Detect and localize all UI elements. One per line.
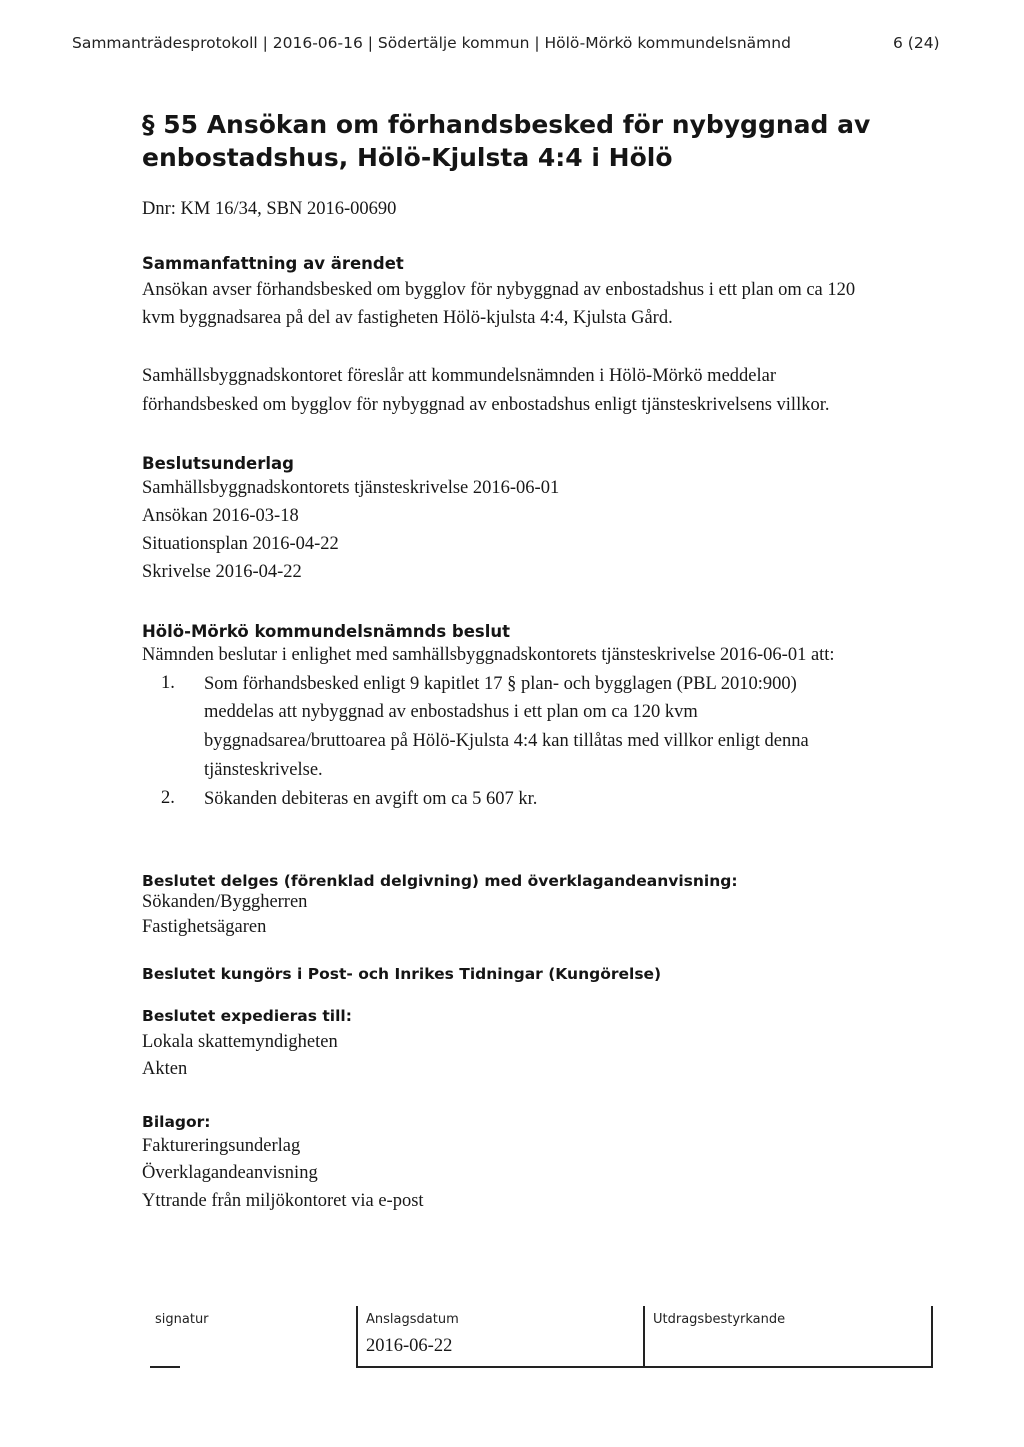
summary-heading: Sammanfattning av ärendet [142,254,404,273]
attachment-item: Faktureringsunderlag [142,1136,301,1156]
notify-item: Sökanden/Byggherren [142,892,308,912]
dispatch-heading: Beslutet expedieras till: [142,1007,352,1025]
announce-heading: Beslutet kungörs i Post- och Inrikes Tidningar (Kungörelse) [142,965,662,983]
section-title [142,108,870,174]
decision-item-text: byggnadsarea/bruttoarea på Hölö-Kjulsta 4:4 kan tillåtas med villkor enligt denna [204,731,809,751]
date-value: 2016-06-22 [366,1336,453,1356]
decision-item-number: 1. [161,673,175,693]
basis-item: Ansökan 2016-03-18 [142,506,299,526]
decision-item-number: 2. [161,788,175,808]
divider [150,1366,180,1368]
decision-item-text: Som förhandsbesked enligt 9 kapitlet 17 § plan- och bygglagen (PBL 2010:900) [204,674,797,694]
divider [643,1306,645,1368]
summary-text: förhandsbesked om bygglov för nybyggnad av enbostadshus enligt tjänsteskrivelsens villkor. [142,395,830,415]
attachment-item: Yttrande från miljökontoret via e-post [142,1191,424,1211]
page-number: 6 (24) [893,34,940,52]
section-title-line: § 55 Ansökan om förhandsbesked för nybyggnad av [142,110,871,139]
attachments-heading: Bilagor: [142,1113,211,1131]
section-title-line: enbostadshus, Hölö-Kjulsta 4:4 i Hölö [142,143,673,172]
notify-heading: Beslutet delges (förenklad delgivning) med överklagandeanvisning: [142,872,738,890]
basis-item: Situationsplan 2016-04-22 [142,534,339,554]
dispatch-item: Lokala skattemyndigheten [142,1032,338,1052]
summary-text: Samhällsbyggnadskontoret föreslår att kommundelsnämnden i Hölö-Mörkö meddelar [142,366,777,386]
certification-label: Utdragsbestyrkande [653,1312,786,1327]
divider [356,1366,932,1368]
basis-heading: Beslutsunderlag [142,454,294,473]
divider [931,1306,933,1368]
dispatch-item: Akten [142,1059,188,1079]
case-number: Dnr: KM 16/34, SBN 2016-00690 [142,199,397,219]
decision-heading: Hölö-Mörkö kommundelsnämnds beslut [142,622,511,641]
summary-text: kvm byggnadsarea på del av fastigheten Hölö-kjulsta 4:4, Kjulsta Gård. [142,308,673,328]
notify-item: Fastighetsägaren [142,917,267,937]
date-label: Anslagsdatum [366,1312,459,1327]
summary-text: Ansökan avser förhandsbesked om bygglov för nybyggnad av enbostadshus i ett plan om ca 120 [142,280,856,300]
footer-signature-box [150,1306,933,1368]
attachment-item: Överklagandeanvisning [142,1163,318,1183]
signature-label: signatur [155,1312,209,1327]
divider [356,1306,358,1368]
page-header: Sammanträdesprotokoll | 2016-06-16 | Södertälje kommun | Hölö-Mörkö kommundelsnämnd [72,34,791,52]
decision-item-text: meddelas att nybyggnad av enbostadshus i ett plan om ca 120 kvm [204,702,698,722]
basis-item: Samhällsbyggnadskontorets tjänsteskrivelse 2016-06-01 [142,478,560,498]
basis-item: Skrivelse 2016-04-22 [142,562,302,582]
decision-intro: Nämnden beslutar i enlighet med samhällsbyggnadskontorets tjänsteskrivelse 2016-06-01 att: [142,645,835,665]
decision-item-text: Sökanden debiteras en avgift om ca 5 607 kr. [204,789,538,809]
decision-item-text: tjänsteskrivelse. [204,760,323,780]
